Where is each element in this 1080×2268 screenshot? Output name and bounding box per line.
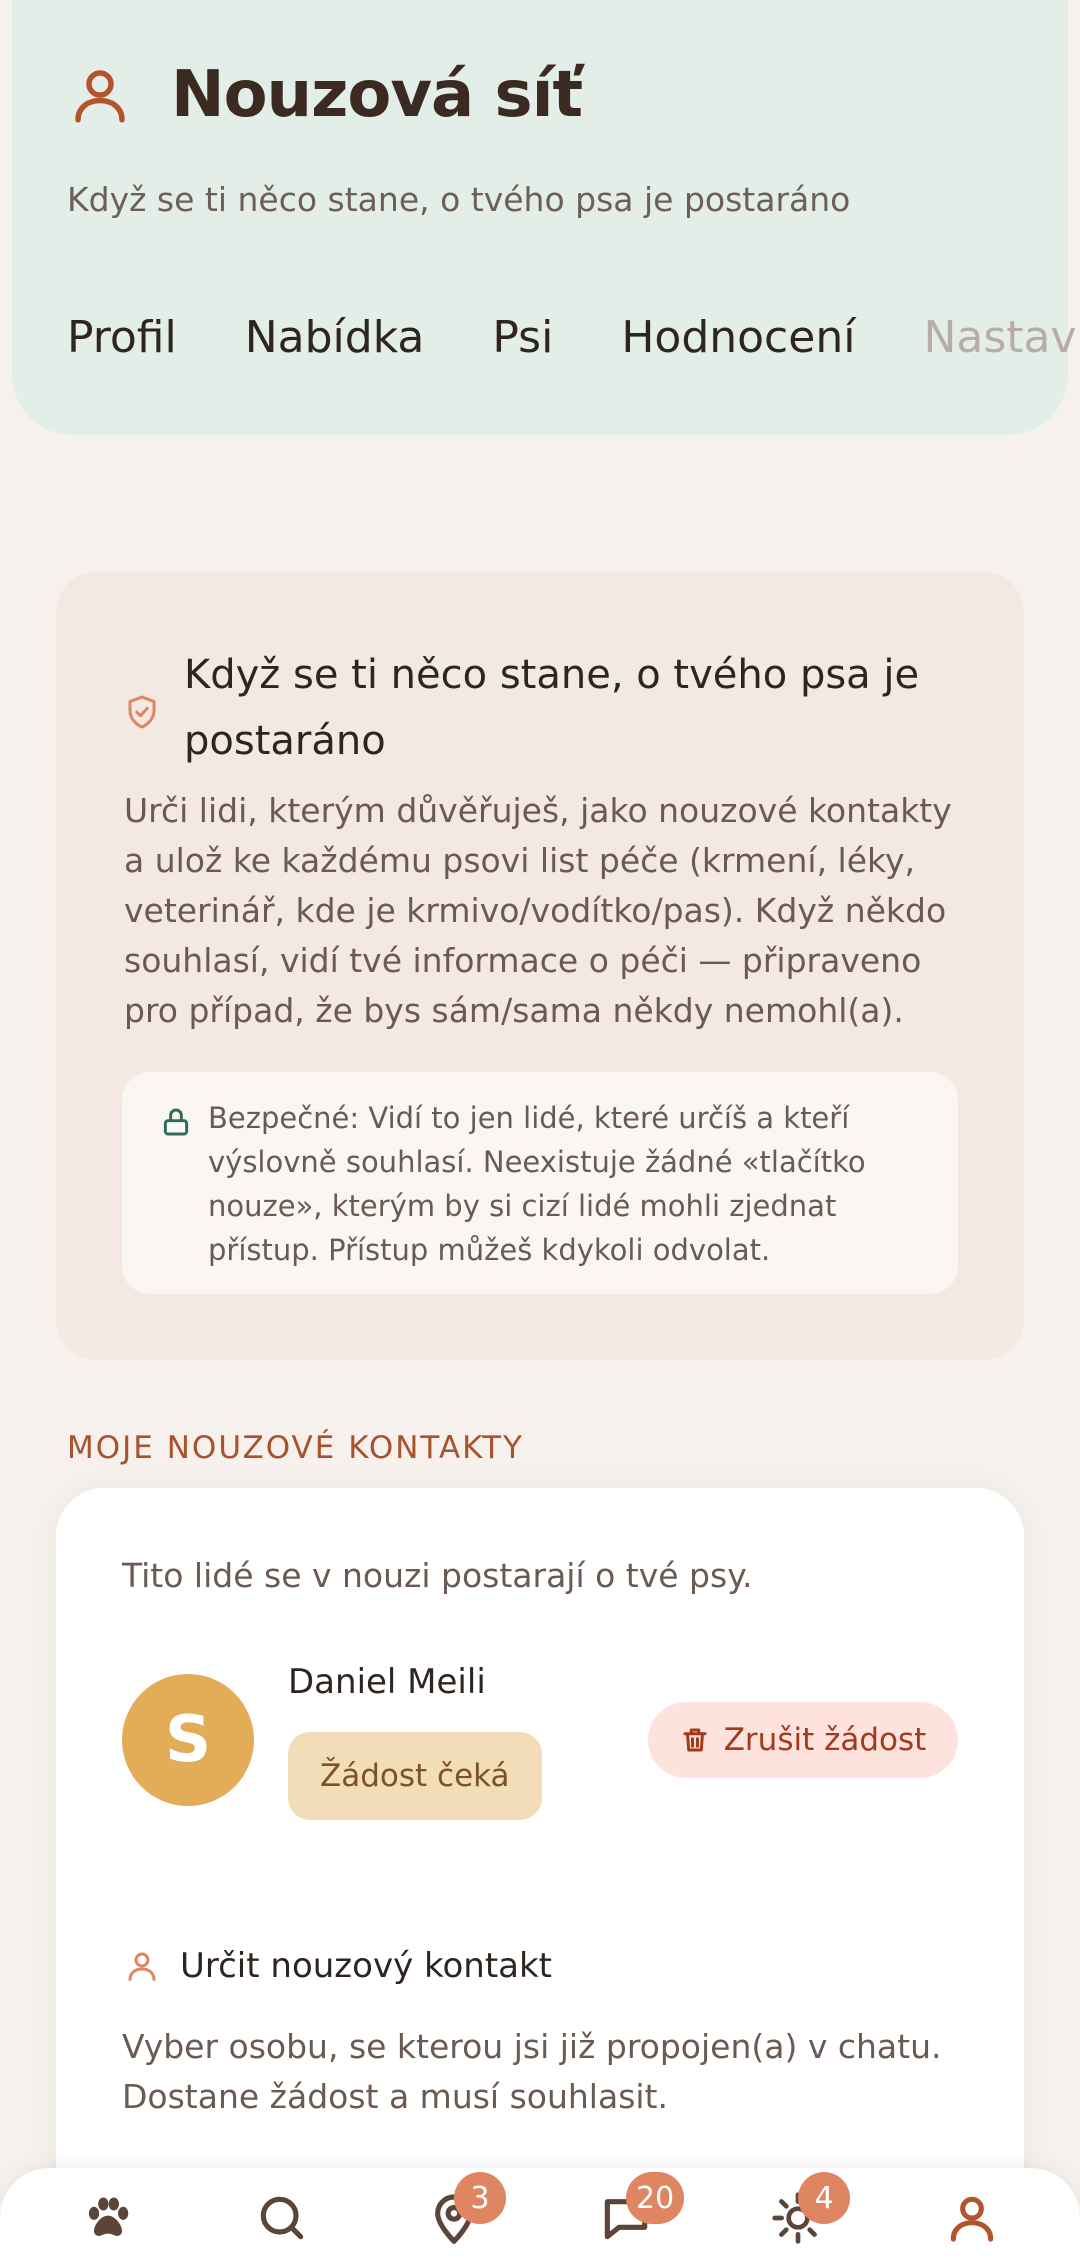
user-icon: [124, 1948, 160, 1984]
search-icon: [254, 2190, 310, 2246]
trash-icon: [680, 1725, 710, 1755]
map-badge: 3: [454, 2172, 506, 2224]
contacts-description: Tito lidé se v nouzi postarají o tvé psy.: [122, 1556, 753, 1595]
tab-profil[interactable]: Profil: [67, 312, 177, 363]
contact-name: Daniel Meili: [288, 1662, 486, 1702]
page-title: Nouzová síť: [171, 58, 583, 132]
app-header: [12, 0, 1077, 435]
paw-icon: [80, 2190, 136, 2246]
nav-search[interactable]: [254, 2190, 314, 2250]
info-title: Když se ti něco stane, o tvého psa je postaráno: [184, 652, 920, 764]
contacts-card: [56, 1488, 1024, 2248]
lock-icon: [160, 1106, 192, 1138]
nav-dogs[interactable]: [80, 2190, 140, 2250]
title-row: [67, 58, 582, 132]
assign-contact-description: Vyber osobu, se kterou jsi již propojen(a) v chatu. Dostane žádost a musí souhlasit.: [122, 2027, 942, 2116]
status-badge: Žádost čeká: [288, 1732, 542, 1820]
info-header: [124, 642, 964, 774]
cancel-request-button[interactable]: [648, 1702, 958, 1778]
assign-contact-title: Určit nouzový kontakt: [180, 1946, 553, 1986]
nav-profile[interactable]: [944, 2190, 1004, 2250]
user-icon: [944, 2190, 1000, 2246]
nav-map[interactable]: [426, 2180, 490, 2250]
cancel-request-label: Zrušit žádost: [723, 1722, 927, 1758]
info-text: Urči lidi, kterým důvěřuješ, jako nouzové kontakty a ulož ke každému psovi list péče (krmení, léky, veterinář, kde je krmivo/vodítko/pas). Když někdo souhlasí, vidí tvé informace o péči — připraveno pro případ, že bys sám/sama někdy nemohl(a).: [124, 791, 952, 1030]
chat-badge: 20: [626, 2172, 684, 2224]
nav-chat[interactable]: [598, 2180, 675, 2250]
tab-hodnoceni[interactable]: Hodnocení: [621, 312, 856, 363]
tab-nastaveni[interactable]: Nastav: [923, 312, 1077, 363]
security-note: [122, 1072, 958, 1294]
page-subtitle: Když se ti něco stane, o tvého psa je postaráno: [67, 180, 851, 219]
tab-bar: [67, 312, 1080, 363]
nav-activity[interactable]: [770, 2180, 834, 2250]
activity-badge: 4: [798, 2172, 850, 2224]
tab-nabidka[interactable]: Nabídka: [244, 312, 425, 363]
security-note-text: Bezpečné: Vidí to jen lidé, které určíš a kteří výslovně souhlasí. Neexistuje žádné «tlačítko nouze», kterým by si cizí lidé mohli zjednat přístup. Přístup můžeš kdykoli odvolat.: [208, 1101, 866, 1267]
section-label: MOJE NOUZOVÉ KONTAKTY: [67, 1430, 524, 1466]
info-card: [56, 572, 1024, 1360]
bottom-nav: [0, 2168, 1080, 2268]
user-icon: [67, 62, 133, 128]
shield-check-icon: [124, 694, 160, 730]
tab-psi[interactable]: Psi: [492, 312, 554, 363]
avatar: S: [122, 1674, 254, 1806]
assign-contact-header: [124, 1946, 552, 1986]
